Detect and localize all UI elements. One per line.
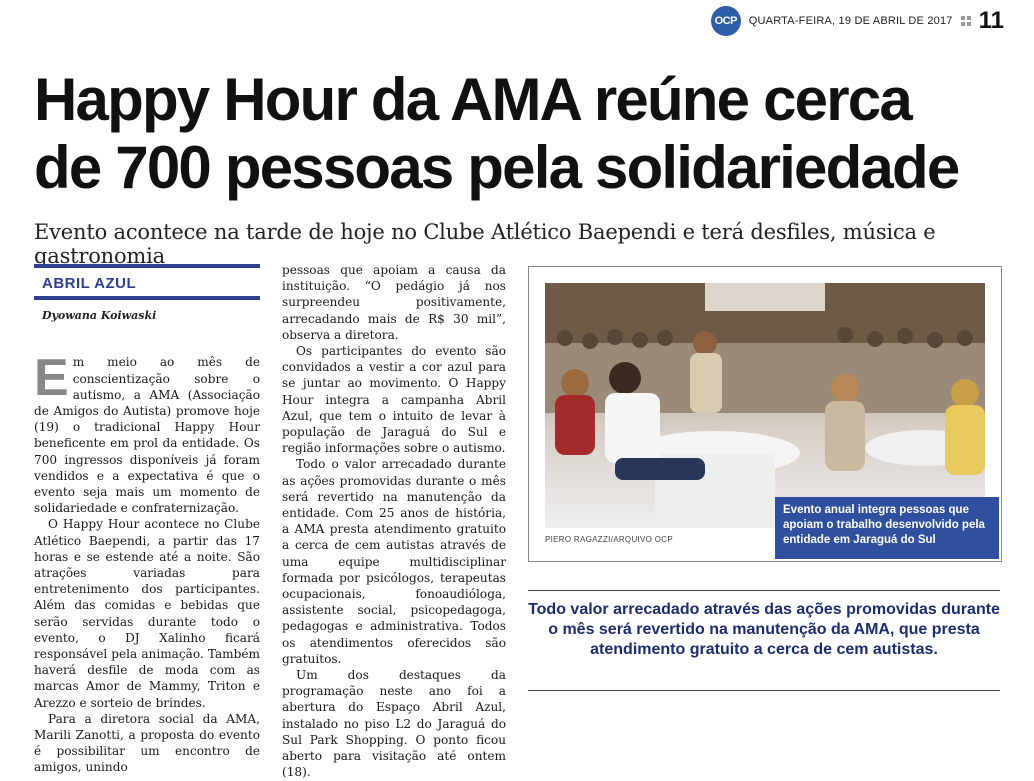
article-column-2 [282,262,506,781]
issue-date: QUARTA-FEIRA, 19 DE ABRIL DE 2017 [748,15,953,27]
paragraph: Em meio ao mês de conscientização sobre o autismo, a AMA (Associação de Amigos do Autista) promove hoje (19) o tradicional Happy Hour beneficente em prol da entidade. Os 700 ingressos disponíveis já foram vendidos e a expectativa é que o evento seja mais um momento de solidariedade e confraternização. [34,349,260,516]
newspaper-logo: OCP [711,6,741,36]
byline: Dyowana Koiwaski [42,309,157,323]
section-tag: ABRIL AZUL [34,264,260,300]
paragraph: Um dos destaques da programação neste ano foi a abertura do Espaço Abril Azul, instalado no piso L2 do Jaraguá do Sul Park Shopping. O ponto ficou aberto para visitação até ontem (18). [282,668,506,780]
photo-frame [528,266,1002,562]
paragraph: pessoas que apoiam a causa da instituição. “O pedágio já nos surpreendeu positivamente, arrecadando mais de R$ 30 mil”, observa a diretora. [282,263,506,342]
paragraph: Todo o valor arrecadado durante as ações promovidas durante o mês será revertido na manutenção da entidade. Com 25 anos de história, a AMA presta atendimento gratuito a cerca de cem autistas através de uma equipe multidisciplinar formada por psicólogos, terapeutas ocupacionais, fonoaudióloga, assistente social, psicopedagoga, pedagogas e administrativa. Todos os atendimentos oferecidos são gratuitos. [282,457,506,666]
subhead: Evento acontece na tarde de hoje no Clube Atlético Baependi e terá desfiles, música e gastronomia [34,220,936,268]
event-photo [545,283,985,528]
paragraph: Para a diretora social da AMA, Marili Zanotti, a proposta do evento é possibilitar um encontro de amigos, unindo [34,711,260,775]
dots-grid-icon [961,16,971,26]
headline-line-1: Happy Hour da AMA reúne cerca [34,66,911,133]
photo-credit: PIERO RAGAZZI/ARQUIVO OCP [545,535,673,544]
headline-line-2: de 700 pessoas pela solidariedade [34,134,959,201]
pullquote: Todo valor arrecadado através das ações promovidas durante o mês será revertido na manutenção da AMA, que presta atendimento gratuito a cerca de cem autistas. [528,601,1000,658]
page-header [711,6,1004,36]
headline [34,66,1014,202]
paragraph: O Happy Hour acontece no Clube Atlético Baependi, a partir das 17 horas e se estende até a noite. São atrações variadas para entretenimento dos participantes. Além das comidas e bebidas que serão servidas durante todo o evento, o DJ Xalinho ficará responsável pela animação. Também haverá desfile de moda com as marcas Amor de Mammy, Triton e Arezzo e sorteio de brindes. [34,517,260,710]
pullquote-rule-top [528,590,1000,591]
photo-caption: Evento anual integra pessoas que apoiam o trabalho desenvolvido pela entidade em Jaraguá do Sul [775,497,999,559]
pullquote-rule-bottom [528,690,1000,691]
dropcap: E [34,349,69,408]
page-number: 11 [978,7,1004,34]
paragraph: Os participantes do evento são convidados a vestir a cor azul para se juntar ao movimento. O Happy Hour integra a campanha Abril Azul, que tem o intuito de levar à população de Jaraguá do Sul e região informações sobre o autismo. [282,344,506,456]
